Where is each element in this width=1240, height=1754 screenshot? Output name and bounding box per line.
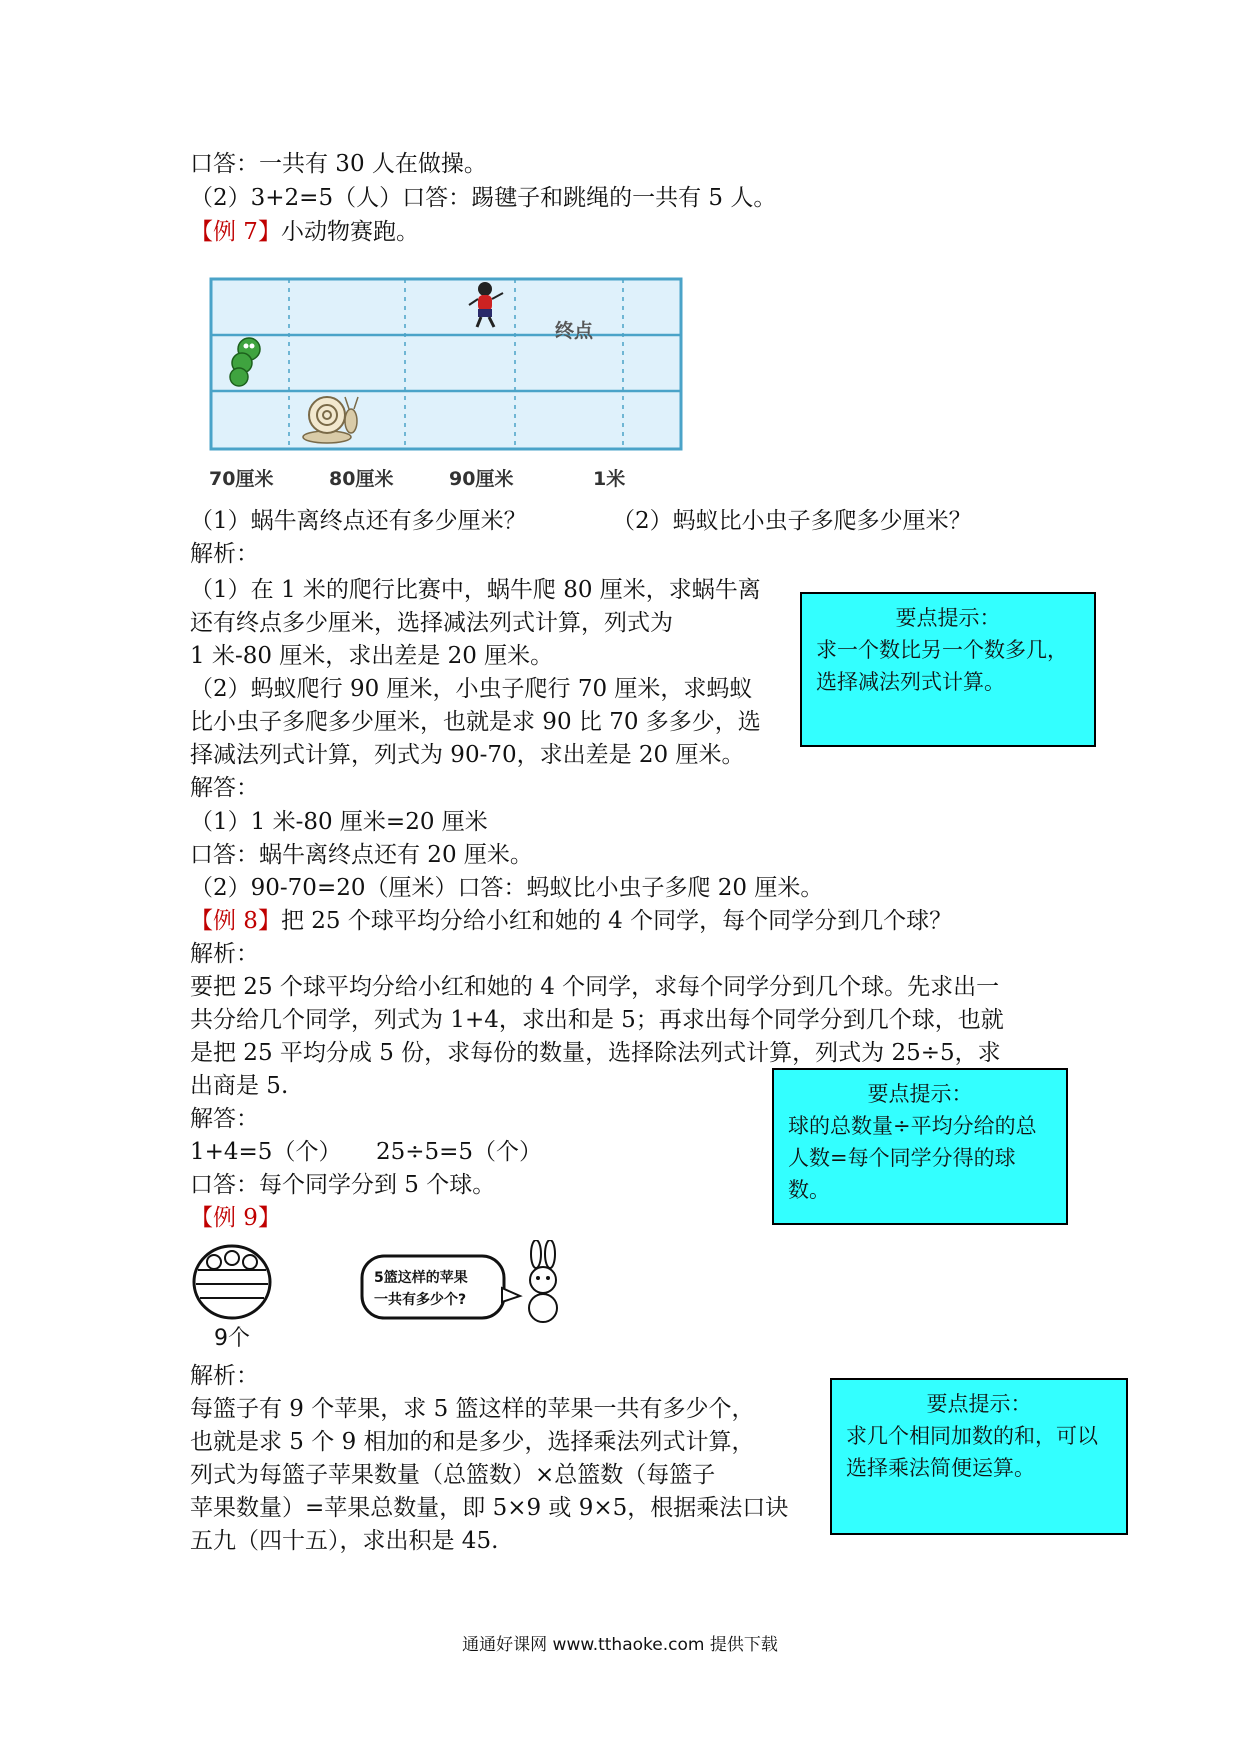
example-9-heading: [190, 1202, 281, 1234]
speech-bubble: [362, 1256, 520, 1318]
answer-label: 解答：: [190, 775, 259, 801]
text-line: 1 米-80 厘米，求出差是 20 厘米。: [190, 643, 554, 669]
tip-box: [800, 592, 1096, 747]
basket-count-label: 9个: [214, 1326, 250, 1350]
text-line: （1）在 1 米的爬行比赛中，蜗牛爬 80 厘米，求蜗牛离: [190, 577, 761, 603]
text-line: 还有终点多少厘米，选择减法列式计算，列式为: [190, 610, 673, 636]
basket-icon: [194, 1246, 270, 1318]
example-tag: 【例 7】: [190, 219, 281, 245]
text-line: 每篮子有 9 个苹果，求 5 篮这样的苹果一共有多少个，: [190, 1396, 755, 1422]
tip-body: 求几个相同加数的和，可以选择乘法简便运算。: [846, 1424, 1098, 1480]
tip-title: 要点提示：: [895, 606, 1001, 630]
example-title: 把 25 个球平均分给小红和她的 4 个同学，每个同学分到几个球？: [280, 908, 953, 934]
tip-title: 要点提示：: [867, 1082, 973, 1106]
text-line: 要把 25 个球平均分给小红和她的 4 个同学，求每个同学分到几个球。先求出一: [190, 974, 1000, 1000]
text-line: 苹果数量）=苹果总数量，即 5×9 或 9×5，根据乘法口诀: [190, 1495, 789, 1521]
text-line: 共分给几个同学，列式为 1+4，求出和是 5；再求出每个同学分到几个球，也就: [190, 1007, 1004, 1033]
apple-basket-figure: [190, 1240, 590, 1350]
distance-tick-label: 70厘米: [209, 468, 274, 490]
text-line: （1）1 米-80 厘米=20 厘米: [190, 809, 488, 835]
text-line: 口答：每个同学分到 5 个球。: [190, 1172, 496, 1198]
analysis-label: 解析：: [190, 1363, 259, 1389]
analysis-label: 解析：: [190, 541, 259, 567]
example-title: 小动物赛跑。: [280, 219, 419, 245]
page-footer: 通通好课网 www.tthaoke.com 提供下载: [462, 1635, 778, 1655]
text-line: 是把 25 平均分成 5 份，求每份的数量，选择除法列式计算，列式为 25÷5，求: [190, 1040, 1001, 1066]
finish-label: 终点: [555, 320, 594, 342]
tip-box: [830, 1378, 1128, 1535]
race-figure: [205, 275, 695, 495]
question-1: （1）蜗牛离终点还有多少厘米？: [190, 508, 527, 534]
text-line: 五九（四十五），求出积是 45.: [190, 1528, 499, 1554]
example-tag: 【例 9】: [190, 1205, 281, 1231]
analysis-label: 解析：: [190, 941, 259, 967]
text-line: （2）90-70=20（厘米）口答：蚂蚁比小虫子多爬 20 厘米。: [190, 875, 824, 901]
bubble-line: 5篮这样的苹果: [374, 1270, 468, 1286]
distance-tick-label: 1米: [593, 468, 626, 490]
text-line: 也就是求 5 个 9 相加的和是多少，选择乘法列式计算，: [190, 1429, 755, 1455]
text-line: 出商是 5.: [190, 1073, 289, 1099]
example-8-heading: [190, 905, 952, 937]
answer-label: 解答：: [190, 1106, 259, 1132]
distance-tick-label: 80厘米: [329, 468, 394, 490]
tip-body: 球的总数量÷平均分给的总人数=每个同学分得的球数。: [788, 1114, 1037, 1202]
tip-body: 求一个数比另一个数多几，选择减法列式计算。: [816, 638, 1068, 694]
text-line: 列式为每篮子苹果数量（总篮数）×总篮数（每篮子: [190, 1462, 716, 1488]
bubble-line: 一共有多少个?: [374, 1292, 467, 1308]
text-line: 口答：蜗牛离终点还有 20 厘米。: [190, 842, 533, 868]
example-tag: 【例 8】: [190, 908, 281, 934]
question-2: （2）蚂蚁比小虫子多爬多少厘米？: [612, 508, 972, 534]
tip-box: [772, 1068, 1068, 1225]
tip-title: 要点提示：: [926, 1392, 1032, 1416]
text-line: 口答：一共有 30 人在做操。: [190, 151, 487, 177]
distance-tick-label: 90厘米: [449, 468, 514, 490]
text-line: （2）3+2=5（人）口答：踢毽子和跳绳的一共有 5 人。: [190, 185, 777, 211]
text-line: 比小虫子多爬多少厘米，也就是求 90 比 70 多多少，选: [190, 709, 761, 735]
example-7-heading: [190, 216, 419, 248]
race-grid: [211, 279, 681, 449]
text-line: 择减法列式计算，列式为 90-70，求出差是 20 厘米。: [190, 742, 745, 768]
text-line: （2）蚂蚁爬行 90 厘米，小虫子爬行 70 厘米，求蚂蚁: [190, 676, 753, 702]
text-line: 1+4=5（个） 25÷5=5（个）: [190, 1139, 543, 1165]
rabbit-icon: [529, 1240, 557, 1322]
